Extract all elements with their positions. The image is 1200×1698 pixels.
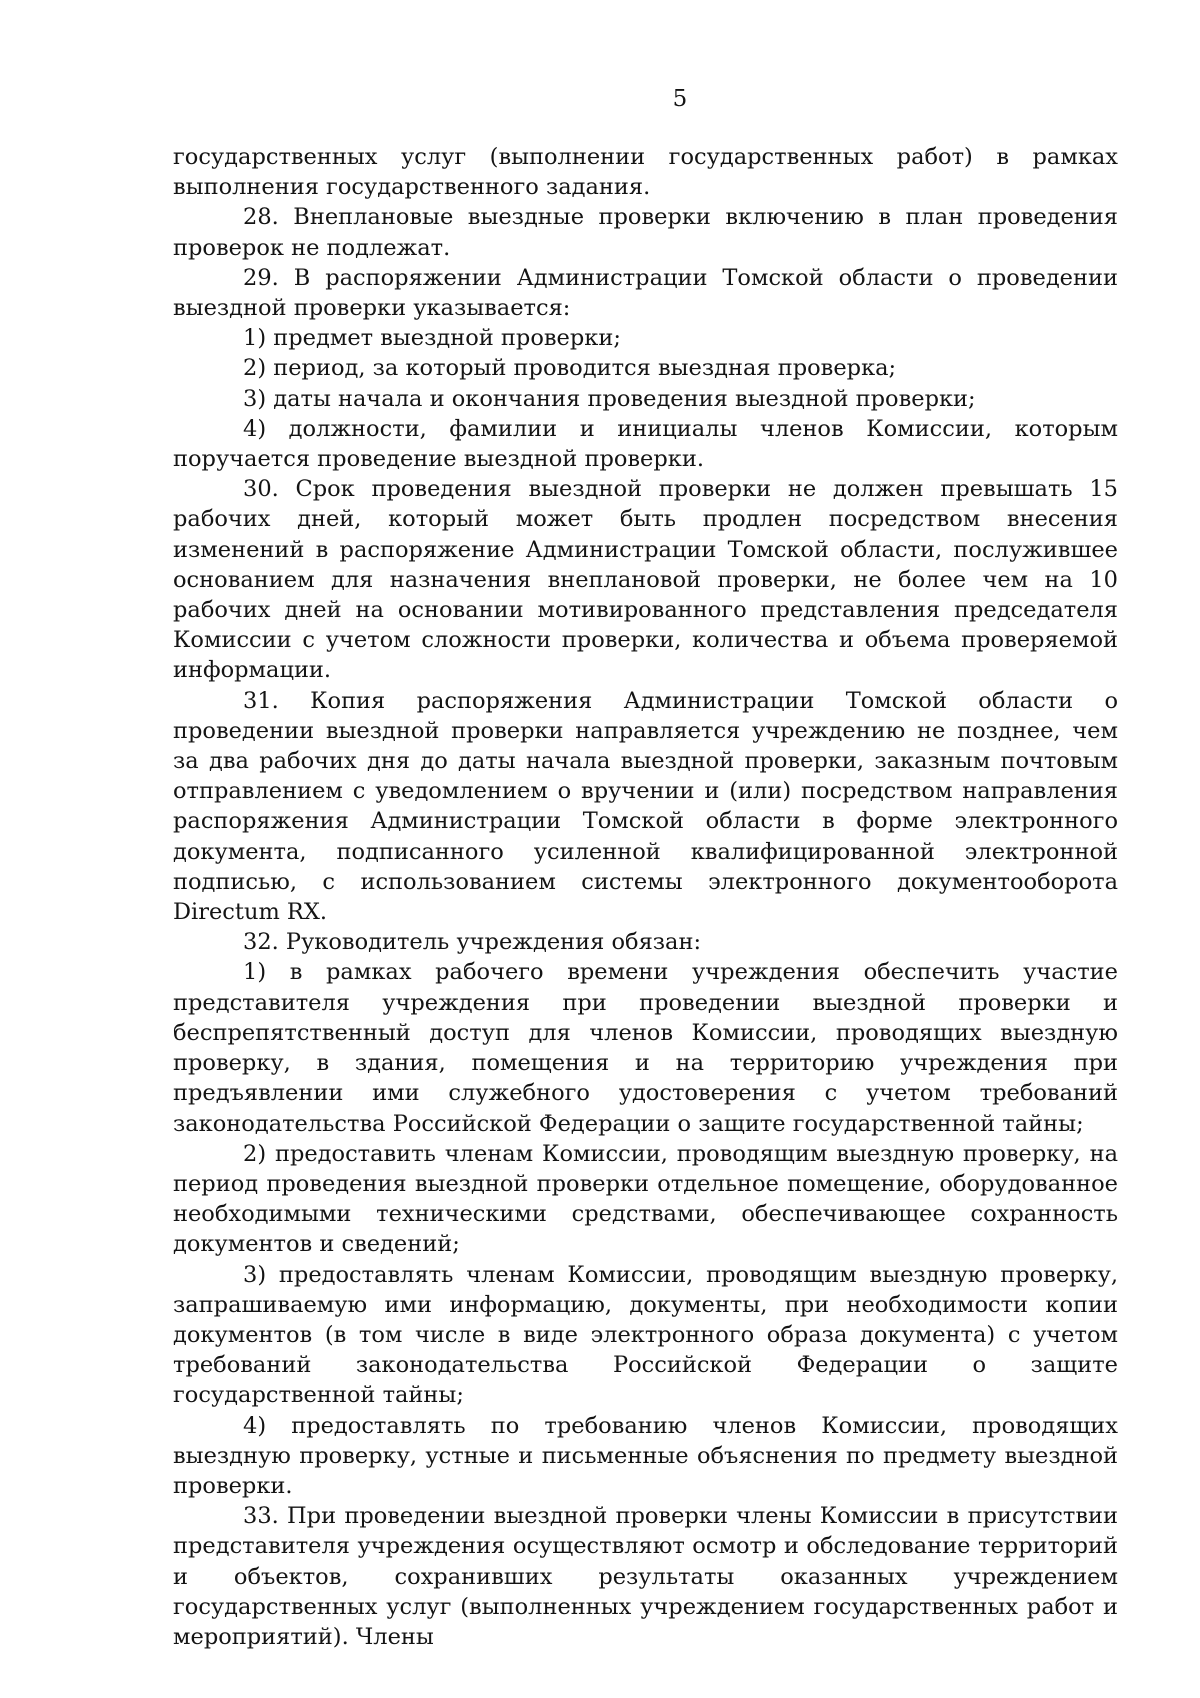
paragraph-32: 32. Руководитель учреждения обязан: xyxy=(243,929,702,956)
paragraph-29: 29. В распоряжении Администрации Томской области о проведении выездной проверки указывается: xyxy=(173,264,1118,322)
page-number: 5 xyxy=(672,86,688,112)
paragraph-31: 31. Копия распоряжения Администрации Томской области о проведении выездной проверки направляется учреждению не позднее, чем за два рабочих дня до даты начала выездной проверки, заказным почтовым отправлением с уведомлением о вручении и (или) посредством направления распоряжения Администрации Томской области в форме электронного документа, подписанного усиленной квалифицированной электронной подписью, с использованием системы электронного документооборота Directum RX. xyxy=(173,687,1118,926)
list-item-32-2: 2) предоставить членам Комиссии, проводящим выездную проверку, на период проведения выездной проверки отдельное помещение, оборудованное необходимыми техническими средствами, обеспечивающее сохранность документов и сведений; xyxy=(173,1140,1118,1258)
document-body xyxy=(173,142,1118,1652)
list-item-32-3: 3) предоставлять членам Комиссии, проводящим выездную проверку, запрашиваемую ими информацию, документы, при необходимости копии документов (в том числе в виде электронного образа документа) с учетом требований законодательства Российской Федерации о защите государственной тайны; xyxy=(173,1261,1118,1409)
paragraph-33: 33. При проведении выездной проверки члены Комиссии в присутствии представителя учреждения осуществляют осмотр и обследование территорий и объектов, сохранивших результаты оказанных учреждением государственных услуг (выполненных учреждением государственных работ и мероприятий). Члены xyxy=(173,1503,1118,1650)
list-item-32-1: 1) в рамках рабочего времени учреждения обеспечить участие представителя учреждения при проведении выездной проверки и беспрепятственный доступ для членов Комиссии, проводящих выездную проверку, в здания, помещения и на территорию учреждения при предъявлении ими служебного удостоверения с учетом требований законодательства Российской Федерации о защите государственной тайны; xyxy=(173,959,1118,1137)
list-item-29-4: 4) должности, фамилии и инициалы членов Комиссии, которым поручается проведение выездной проверки. xyxy=(173,415,1118,473)
list-item-32-4: 4) предоставлять по требованию членов Комиссии, проводящих выездную проверку, устные и письменные объяснения по предмету выездной проверки. xyxy=(173,1412,1118,1499)
paragraph-continuation: государственных услуг (выполнении государственных работ) в рамках выполнения государственного задания. xyxy=(173,144,1118,201)
paragraph-30: 30. Срок проведения выездной проверки не должен превышать 15 рабочих дней, который может быть продлен посредством внесения изменений в распоряжение Администрации Томской области, послужившее основанием для назначения внеплановой проверки, не более чем на 10 рабочих дней на основании мотивированного представления председателя Комиссии с учетом сложности проверки, количества и объема проверяемой информации. xyxy=(173,476,1118,684)
list-item-29-1: 1) предмет выездной проверки; xyxy=(243,325,621,352)
list-item-29-3: 3) даты начала и окончания проведения выездной проверки; xyxy=(243,385,976,412)
list-item-29-2: 2) период, за который проводится выездная проверка; xyxy=(243,355,897,382)
paragraph-28: 28. Внеплановые выездные проверки включению в план проведения проверок не подлежат. xyxy=(173,204,1118,261)
